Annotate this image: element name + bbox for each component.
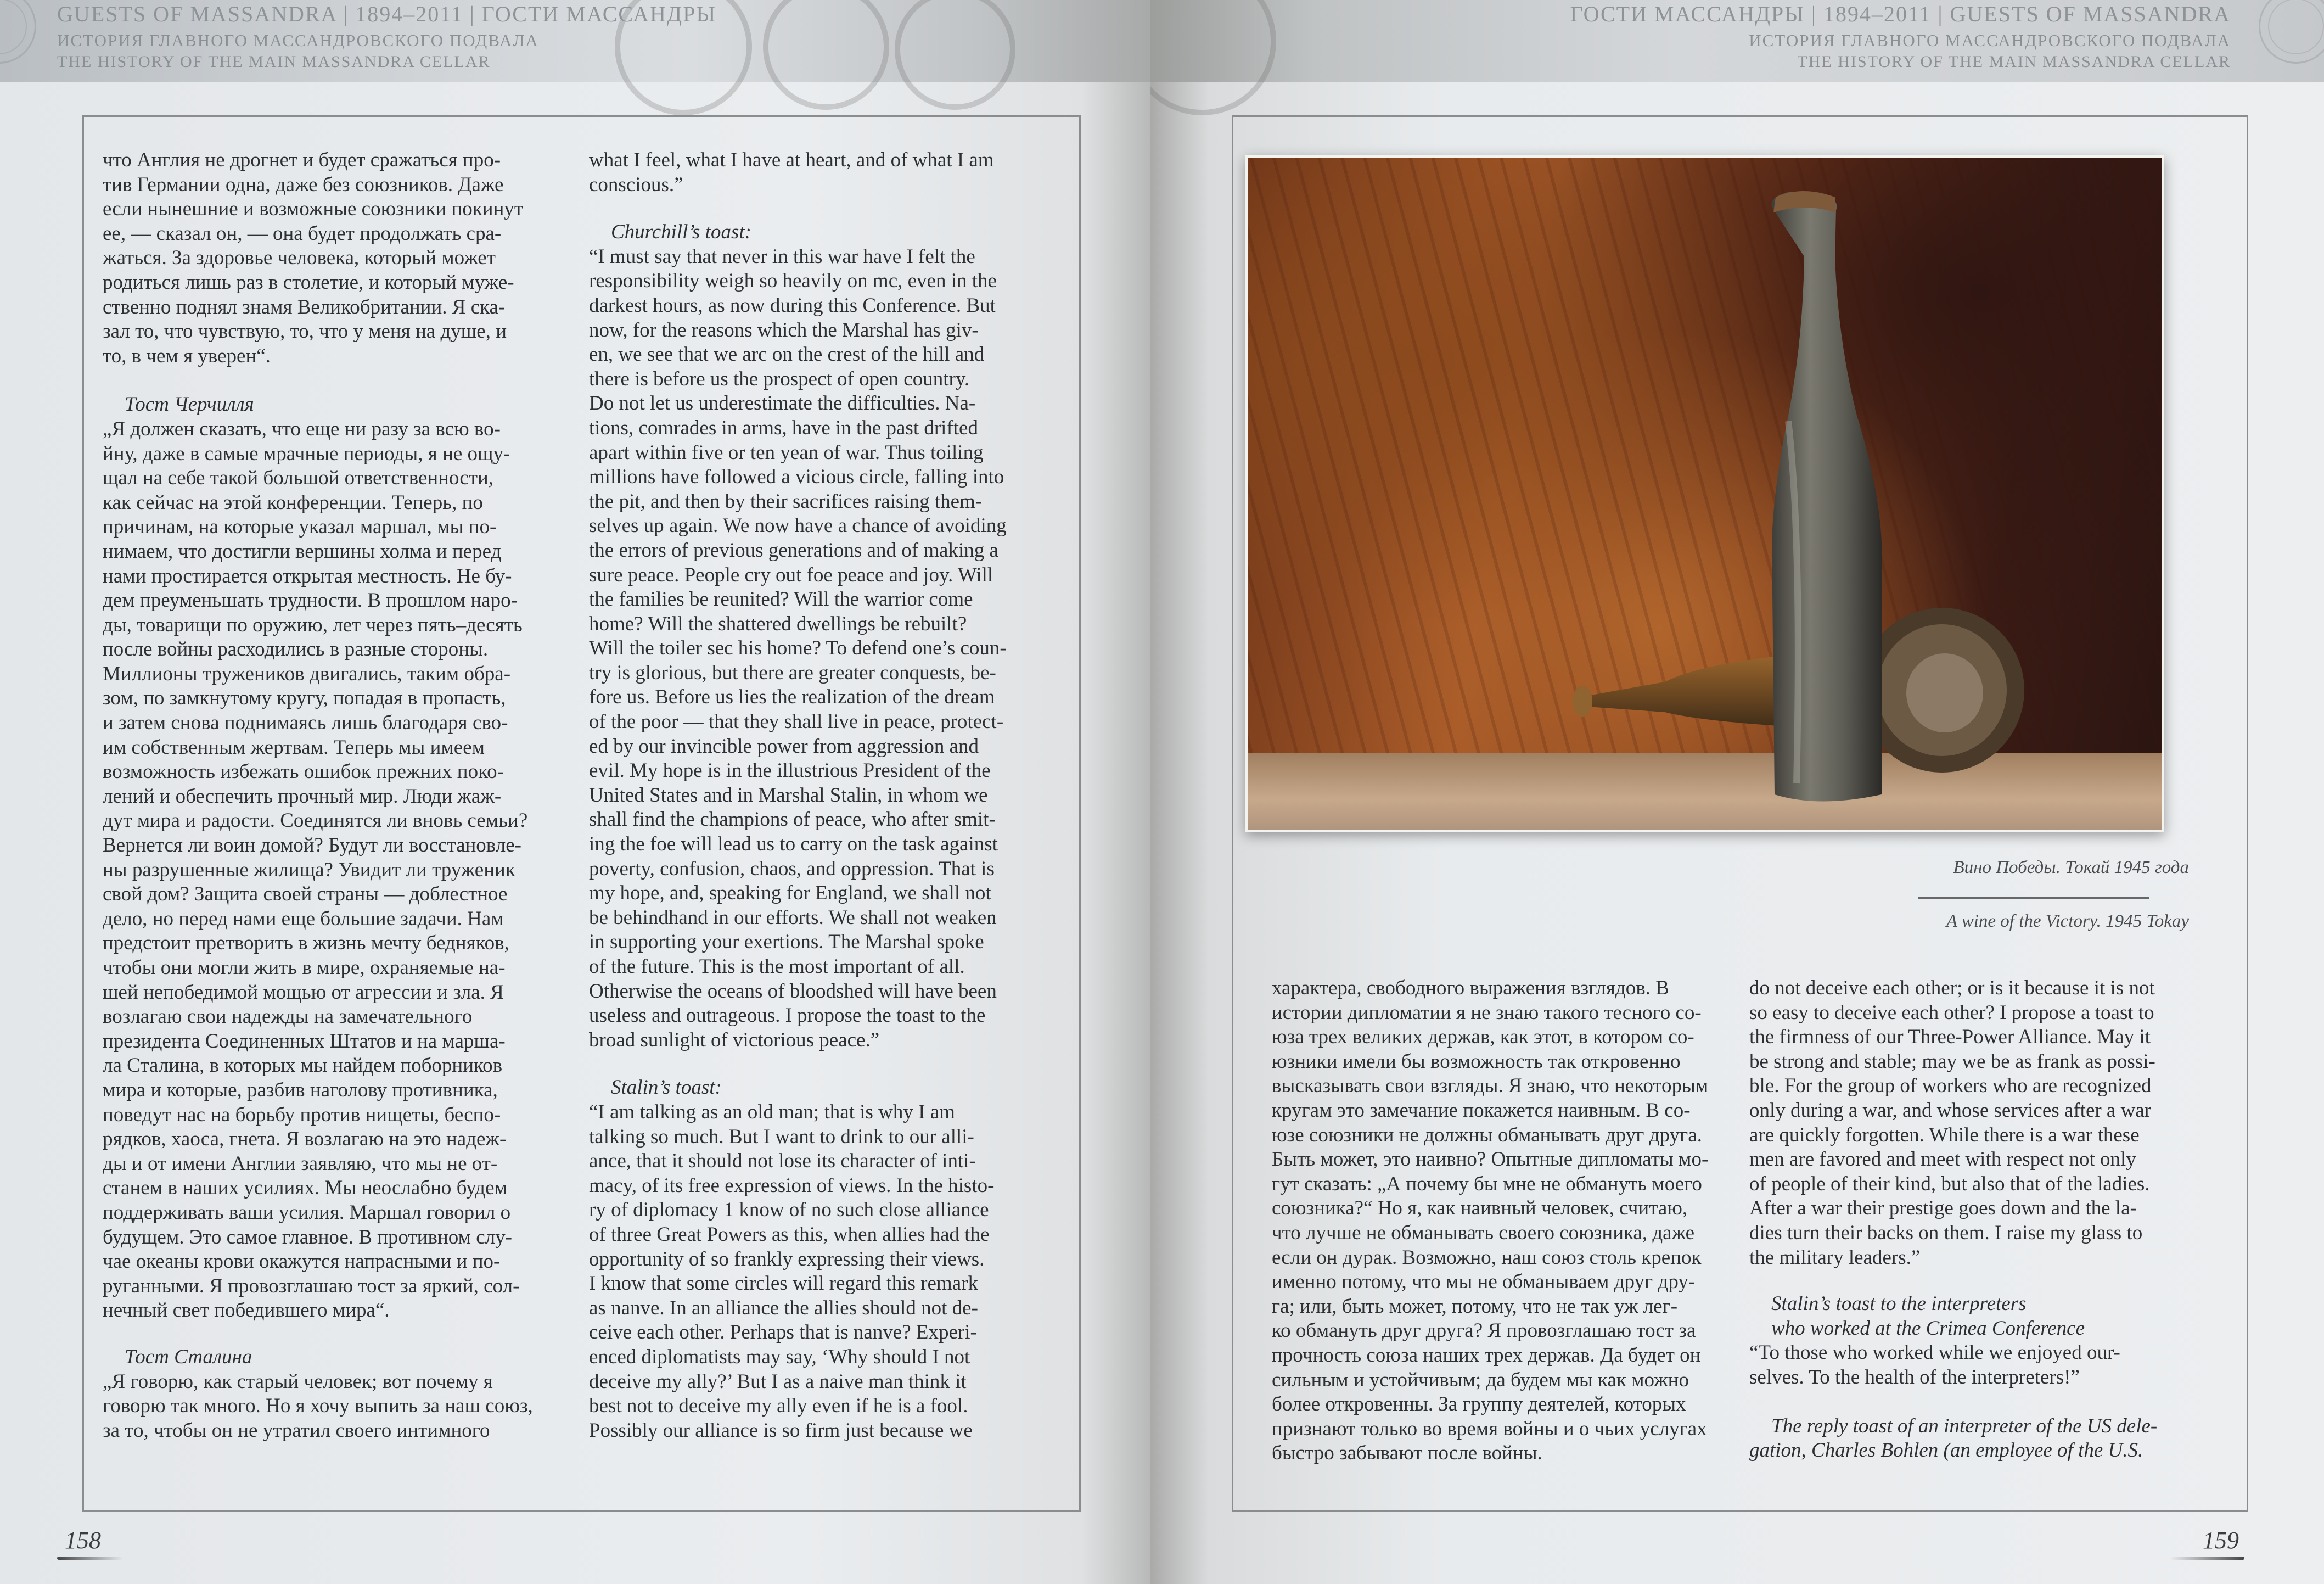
emblem-seal: [2259, 0, 2324, 64]
text-line: поддерживать ваши усилия. Маршал говорил о: [103, 1201, 511, 1224]
text-line: millions have followed a vicious circle, falling into: [589, 466, 1004, 489]
text-line: юзники имели бы возможность так откровенно: [1272, 1050, 1681, 1073]
text-line: щал на себе такой большой ответственности,: [103, 467, 494, 490]
text-line: именно потому, что мы не обманываем друг дру-: [1272, 1270, 1696, 1294]
text-line: ry of diplomacy 1 know of no such close alliance: [589, 1199, 989, 1222]
running-header: [1570, 3, 2231, 70]
text-line: ed by our invincible power from aggression and: [589, 735, 979, 758]
text-line: Do not let us underestimate the difficulties. Na-: [589, 392, 976, 415]
text-column-russian: [103, 148, 561, 1443]
toast-heading: Stalin’s toast:: [611, 1076, 722, 1099]
text-line: и затем снова поднимаясь лишь благодаря сво-: [103, 712, 508, 735]
text-line: poverty, confusion, chaos, and oppression. That is: [589, 857, 995, 880]
text-line: юзе союзники не должны обманывать друг друга.: [1272, 1123, 1702, 1146]
text-line: гут сказать: „А почему бы мне не обмануть моего: [1272, 1172, 1702, 1195]
text-line: Миллионы тружеников двигались, таким обра-: [103, 662, 511, 685]
text-line: как сейчас на этой конференции. Теперь, по: [103, 491, 483, 514]
paragraph: [103, 148, 561, 368]
toast-heading: Churchill’s toast:: [611, 221, 751, 244]
text-line: selves. To the health of the interpreters!”: [1749, 1365, 2080, 1389]
text-line: предстоит претворить в жизнь мечту бедняков,: [103, 932, 509, 955]
barrel-image: [1150, 0, 1276, 115]
emblem-seal: [0, 0, 36, 64]
photo-caption-english: A wine of the Victory. 1945 Tokay: [1946, 911, 2189, 931]
text-line: высказывать свои взгляды. Я знаю, что некоторым: [1272, 1074, 1709, 1098]
text-line: ing the foe will lead us to carry on the task against: [589, 833, 998, 856]
text-line: sure peace. People cry out foe peace and joy. Will: [589, 563, 993, 586]
text-line: более откровенны. За группу деятелей, которых: [1272, 1393, 1686, 1416]
text-line: in supporting your exertions. The Marshal spoke: [589, 931, 984, 954]
text-line: йну, даже в самые мрачные периоды, я не ощу-: [103, 442, 510, 465]
text-line: мира и которые, разбив наголову противника,: [103, 1078, 498, 1101]
text-line: если он дурак. Возможно, наш союз столь крепок: [1272, 1246, 1702, 1269]
text-line: станем в наших усилиях. Мы неослабно будем: [103, 1177, 507, 1200]
text-line: Will the toiler sec his home? To defend one’s coun-: [589, 637, 1007, 660]
text-line: Possibly our alliance is so firm just because we: [589, 1419, 973, 1442]
text-line: evil. My hope is in the illustrious President of the: [589, 759, 991, 782]
text-line: чтобы они могли жить в мире, охраняемые на-: [103, 956, 506, 979]
text-line: президента Соединенных Штатов и на марша-: [103, 1029, 506, 1053]
text-line: га; или, быть может, потому, что не так уж лег-: [1272, 1295, 1678, 1318]
text-line: причинам, на которые указал маршал, мы по-: [103, 516, 497, 539]
paragraph: [1749, 976, 2238, 1270]
text-line: лений и обеспечить прочный мир. Люди жаж-: [103, 785, 502, 808]
header-line-1: GUESTS OF MASSANDRA | 1894–2011 | ГОСТИ МАССАНДРЫ: [57, 2, 717, 26]
text-line: дут мира и радости. Соединятся ли вновь семьи?: [103, 809, 528, 832]
text-line: fore us. Before us lies the realization of the dream: [589, 686, 995, 709]
text-line: жаться. За здоровье человека, который может: [103, 247, 496, 270]
header-line-2: ИСТОРИЯ ГЛАВНОГО МАССАНДРОВСКОГО ПОДВАЛА: [57, 31, 539, 50]
text-line: darkest hours, as now during this Conference. But: [589, 294, 996, 317]
header-line-3: THE HISTORY OF THE MAIN MASSANDRA CELLAR: [1797, 53, 2231, 71]
text-line: “To those who worked while we enjoyed our-: [1749, 1341, 2120, 1364]
text-line: „Я говорю, как старый человек; вот почему я: [103, 1370, 493, 1393]
text-line: ды, товарищи по оружию, лет через пять–десять: [103, 613, 523, 636]
text-line: of the poor — that they shall live in peace, protect-: [589, 710, 1004, 734]
paragraph: [103, 1370, 561, 1443]
text-line: shall find the champions of peace, who after smit-: [589, 808, 996, 831]
toast-heading: Тост Черчилля: [125, 393, 254, 416]
text-line: gation, Charles Bohlen (an employee of the U.S.: [1749, 1439, 2143, 1462]
text-line: men are favored and meet with respect not only: [1749, 1148, 2136, 1171]
text-line: ance, that it should not lose its character of inti-: [589, 1150, 976, 1173]
photo-caption-russian: Вино Победы. Токай 1945 года: [1953, 858, 2189, 877]
text-line: юза трех великих держав, как этот, в котором со-: [1272, 1026, 1694, 1049]
bottles-illustration: [1248, 158, 2162, 830]
paragraph: [1272, 976, 1733, 1466]
header-line-3: THE HISTORY OF THE MAIN MASSANDRA CELLAR: [57, 53, 491, 71]
text-line: deceive my ally?’ But I as a naive man think it: [589, 1370, 967, 1393]
text-line: зал то, что чувствую, то, что у меня на душе, и: [103, 320, 507, 343]
text-line: возможность избежать ошибок прежних поко-: [103, 760, 504, 783]
text-line: The reply toast of an interpreter of the US dele-: [1771, 1414, 2158, 1437]
text-line: the military leaders.”: [1749, 1246, 1921, 1269]
text-line: the pit, and then by their sacrifices raising them-: [589, 490, 983, 513]
text-line: Otherwise the oceans of bloodshed will have been: [589, 979, 997, 1003]
text-line: дем преуменьшать трудности. В прошлом наро-: [103, 589, 518, 612]
text-line: свой дом? Защита своей страны — доблестное: [103, 883, 508, 906]
toast-heading: who worked at the Crimea Conference: [1771, 1317, 2085, 1340]
text-line: dies turn their backs on them. I raise my glass to: [1749, 1221, 2143, 1244]
text-line: ее, — сказал он, — она будет продолжать сра-: [103, 222, 502, 245]
text-line: если нынешние и возможные союзники покинут: [103, 198, 524, 221]
text-line: the firmness of our Three-Power Alliance. May it: [1749, 1026, 2151, 1049]
text-line: ственно поднял знамя Великобритании. Я ска-: [103, 295, 506, 318]
text-line: apart within five or ten yean of war. Thus toiling: [589, 441, 984, 464]
text-line: en, we see that we arc on the crest of the hill and: [589, 343, 985, 366]
toast-heading: Stalin’s toast to the interpreters: [1771, 1292, 2027, 1316]
text-line: now, for the reasons which the Marshal has giv-: [589, 318, 979, 342]
text-line: ды и от имени Англии заявляю, что мы не от-: [103, 1152, 498, 1175]
text-line: истории дипломатии я не знаю такого тесного со-: [1272, 1001, 1702, 1024]
text-line: opportunity of so frankly expressing their views.: [589, 1247, 985, 1270]
paragraph: [589, 148, 1045, 197]
text-line: of the future. This is the most important of all.: [589, 955, 965, 978]
running-header: [57, 3, 716, 70]
text-line: нами простирается открытая местность. Не бу-: [103, 564, 512, 587]
text-line: ceive each other. Perhaps that is nanve? Experi-: [589, 1321, 977, 1344]
text-line: tions, comrades in arms, have in the past drifted: [589, 416, 978, 439]
text-line: быстро забывают после войны.: [1272, 1442, 1542, 1465]
text-line: are quickly forgotten. While there is a war these: [1749, 1123, 2140, 1146]
text-line: после войны расходились в разные стороны.: [103, 638, 489, 661]
text-line: чае океаны крови окажутся напрасными и по-: [103, 1250, 501, 1273]
paragraph: [1749, 1414, 2238, 1463]
text-line: do not deceive each other; or is it because it is not: [1749, 977, 2155, 999]
paragraph: [589, 245, 1045, 1053]
text-line: зом, по замкнутому кругу, попадая в пропасть,: [103, 687, 506, 710]
text-line: дело, но перед нами еще большие задачи. Нам: [103, 907, 504, 930]
text-line: macy, of its free expression of views. In the histo-: [589, 1174, 995, 1197]
text-line: as nanve. In an alliance the allies should not de-: [589, 1296, 978, 1319]
caption-divider: [1918, 897, 2149, 899]
text-line: им собственным жертвам. Теперь мы имеем: [103, 736, 485, 759]
text-line: поведут нас на борьбу против нищеты, беспо-: [103, 1103, 501, 1126]
text-line: союзника?“ Но я, как наивный человек, считаю,: [1272, 1197, 1688, 1220]
text-line: то, в чем я уверен“.: [103, 344, 271, 367]
text-column-russian: [1272, 976, 1733, 1466]
paragraph: [103, 417, 561, 1323]
text-line: be behindhand in our efforts. We shall not weaken: [589, 906, 997, 929]
text-line: United States and in Marshal Stalin, in whom we: [589, 783, 988, 807]
text-line: сильным и устойчивым; да будем мы как можно: [1272, 1368, 1689, 1391]
text-line: характера, свободного выражения взглядов. В: [1272, 977, 1669, 999]
text-line: home? Will the shattered dwellings be rebuilt?: [589, 612, 967, 635]
text-line: the families be reunited? Will the warrior come: [589, 588, 973, 611]
paragraph: [589, 1100, 1045, 1443]
text-line: шей непобедимой мощью от агрессии и зла. Я: [103, 981, 504, 1004]
text-line: there is before us the prospect of open country.: [589, 367, 970, 390]
text-line: my hope, and, speaking for England, we shall not: [589, 882, 991, 905]
text-line: прочность союза наших трех держав. Да будет он: [1272, 1344, 1701, 1367]
text-line: родиться лишь раз в столетие, и который муже-: [103, 271, 514, 294]
text-line: try is glorious, but there are greater conquests, be-: [589, 661, 996, 684]
wine-bottles-photo: [1245, 155, 2164, 832]
text-line: будущем. Это самое главное. В противном слу-: [103, 1225, 512, 1249]
right-page: [1150, 0, 2324, 1584]
text-line: only during a war, and whose services after a war: [1749, 1099, 2152, 1122]
page-number: 158: [65, 1527, 101, 1554]
text-line: признают только во время войны и о чьих услугах: [1272, 1417, 1707, 1440]
toast-heading: Тост Сталина: [125, 1345, 252, 1368]
text-line: useless and outrageous. I propose the toast to the: [589, 1004, 986, 1027]
text-line: рядков, хаоса, гнета. Я возлагаю на это надеж-: [103, 1128, 507, 1151]
barrel-image: [895, 0, 1015, 110]
text-line: what I feel, what I have at heart, and of what I am: [589, 149, 994, 171]
paragraph: [1749, 1341, 2238, 1390]
left-page: [0, 0, 1150, 1584]
text-line: что лучше не обманывать своего союзника, даже: [1272, 1221, 1695, 1244]
text-line: руганными. Я провозглашаю тост за яркий, сол-: [103, 1274, 520, 1297]
text-line: возлагаю свои надежды на замечательного: [103, 1005, 473, 1028]
text-column-english: [1749, 976, 2238, 1463]
text-line: responsibility weigh so heavily on mc, even in the: [589, 270, 997, 293]
text-column-english: [589, 148, 1045, 1443]
barrel-image: [763, 0, 889, 110]
text-line: тив Германии одна, даже без союзников. Даже: [103, 173, 504, 196]
text-line: of people of their kind, but also that of the ladies.: [1749, 1172, 2150, 1195]
text-line: нечный свет победившего мира“.: [103, 1299, 390, 1322]
text-line: “I must say that never in this war have I felt the: [589, 245, 975, 268]
text-line: Вернется ли воин домой? Будут ли восстановле-: [103, 834, 521, 857]
text-line: что Англия не дрогнет и будет сражаться про-: [103, 149, 501, 171]
text-line: ны разрушенные жилища? Увидит ли труженик: [103, 858, 515, 881]
text-line: selves up again. We now have a chance of avoiding: [589, 514, 1007, 538]
text-line: „Я должен сказать, что еще ни разу за всю во-: [103, 417, 501, 440]
text-line: Быть может, это наивно? Опытные дипломаты мо-: [1272, 1148, 1709, 1171]
text-line: be strong and stable; may we be as frank as possi-: [1749, 1050, 2155, 1073]
text-line: best not to deceive my ally even if he is a fool.: [589, 1395, 968, 1418]
text-line: talking so much. But I want to drink to our alli-: [589, 1125, 974, 1148]
text-line: so easy to deceive each other? I propose a toast to: [1749, 1001, 2154, 1024]
text-line: After a war their prestige goes down and the la-: [1749, 1197, 2137, 1220]
text-line: the errors of previous generations and of making a: [589, 539, 998, 562]
page-number: 159: [2203, 1527, 2239, 1554]
text-line: за то, чтобы он не утратил своего интимного: [103, 1419, 490, 1442]
text-line: говорю так много. Но я хочу выпить за наш союз,: [103, 1395, 533, 1418]
text-line: broad sunlight of victorious peace.”: [589, 1028, 880, 1051]
header-line-1: ГОСТИ МАССАНДРЫ | 1894–2011 | GUESTS OF MASSANDRA: [1570, 2, 2231, 26]
header-line-2: ИСТОРИЯ ГЛАВНОГО МАССАНДРОВСКОГО ПОДВАЛА: [1749, 31, 2231, 50]
text-line: of three Great Powers as this, when allies had the: [589, 1223, 990, 1246]
text-line: ко обмануть друг друга? Я провозглашаю тост за: [1272, 1319, 1696, 1342]
text-line: conscious.”: [589, 173, 683, 196]
text-line: I know that some circles will regard this remark: [589, 1272, 978, 1295]
text-line: enced diplomatists may say, ‘Why should I not: [589, 1345, 970, 1368]
text-line: кругам это замечание покажется наивным. В со-: [1272, 1099, 1691, 1122]
text-line: ла Сталина, в которых мы найдем поборников: [103, 1054, 503, 1077]
text-line: ble. For the group of workers who are recognized: [1749, 1074, 2152, 1098]
text-line: “I am talking as an old man; that is why I am: [589, 1100, 955, 1123]
text-line: нимаем, что достигли вершины холма и перед: [103, 540, 502, 563]
